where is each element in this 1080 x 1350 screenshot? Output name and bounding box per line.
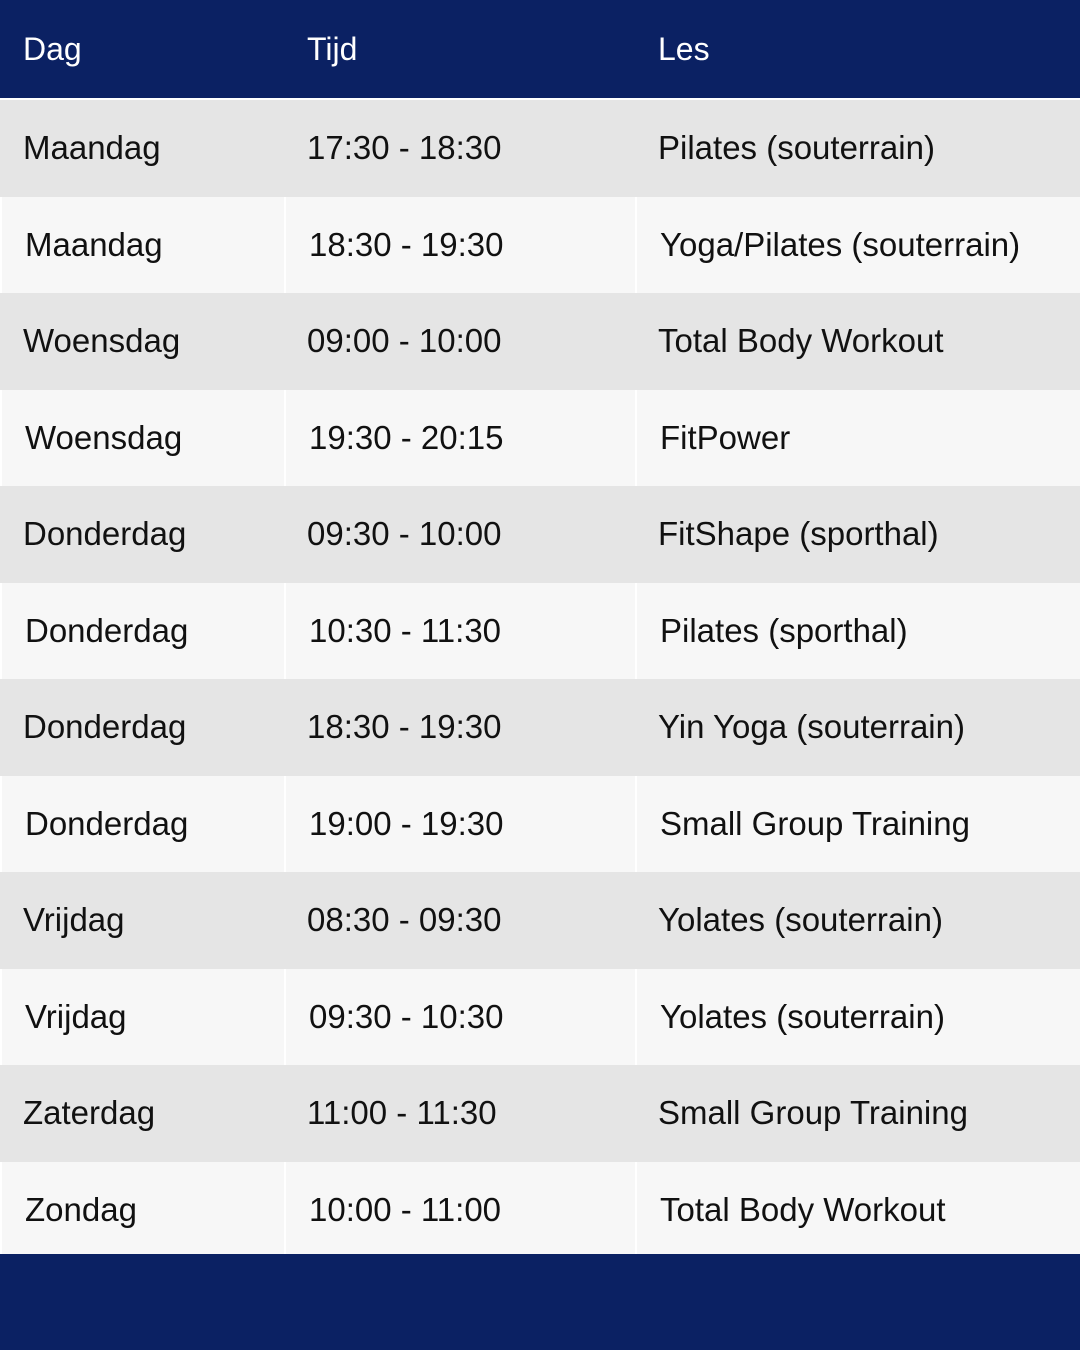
header-time: Tijd [307,31,358,67]
cell-time: 09:30 - 10:30 [286,969,637,1066]
cell-day: Donderdag [0,679,284,776]
table-header [0,0,1080,98]
table-row [0,293,1080,390]
table-row [0,390,1080,487]
cell-class: Pilates (sporthal) [637,583,1080,680]
cell-day: Maandag [0,100,284,197]
cell-day: Donderdag [2,583,286,680]
cell-time: 09:30 - 10:00 [284,486,635,583]
table-row [0,197,1080,294]
cell-class: Pilates (souterrain) [635,100,1080,197]
cell-class: Small Group Training [635,1065,1080,1162]
cell-time: 19:00 - 19:30 [286,776,637,873]
cell-time: 08:30 - 09:30 [284,872,635,969]
cell-class: Total Body Workout [637,1162,1080,1259]
table-row [0,776,1080,873]
cell-day: Donderdag [0,486,284,583]
table-row [0,679,1080,776]
cell-day: Woensdag [0,293,284,390]
table-row [0,969,1080,1066]
cell-day: Maandag [2,197,286,294]
table-row [0,583,1080,680]
cell-time: 11:00 - 11:30 [284,1065,635,1162]
table-row [0,1162,1080,1259]
cell-time: 10:00 - 11:00 [286,1162,637,1259]
header-day: Dag [23,31,82,67]
cell-day: Woensdag [2,390,286,487]
cell-day: Zondag [2,1162,286,1259]
table-row [0,100,1080,197]
cell-time: 17:30 - 18:30 [284,100,635,197]
table-row [0,1065,1080,1162]
cell-class: Yoga/Pilates (souterrain) [637,197,1080,294]
cell-class: Yin Yoga (souterrain) [635,679,1080,776]
cell-day: Vrijdag [0,872,284,969]
table-body [0,98,1080,1258]
cell-day: Zaterdag [0,1065,284,1162]
table-row [0,872,1080,969]
cell-day: Donderdag [2,776,286,873]
table-row [0,486,1080,583]
cell-class: FitPower [637,390,1080,487]
cell-class: Small Group Training [637,776,1080,873]
cell-time: 18:30 - 19:30 [286,197,637,294]
cell-day: Vrijdag [2,969,286,1066]
cell-class: Yolates (souterrain) [635,872,1080,969]
footer-band [0,1254,1080,1350]
cell-time: 18:30 - 19:30 [284,679,635,776]
header-class: Les [658,31,710,67]
cell-class: Yolates (souterrain) [637,969,1080,1066]
cell-time: 09:00 - 10:00 [284,293,635,390]
cell-class: FitShape (sporthal) [635,486,1080,583]
cell-time: 10:30 - 11:30 [286,583,637,680]
cell-class: Total Body Workout [635,293,1080,390]
cell-time: 19:30 - 20:15 [286,390,637,487]
